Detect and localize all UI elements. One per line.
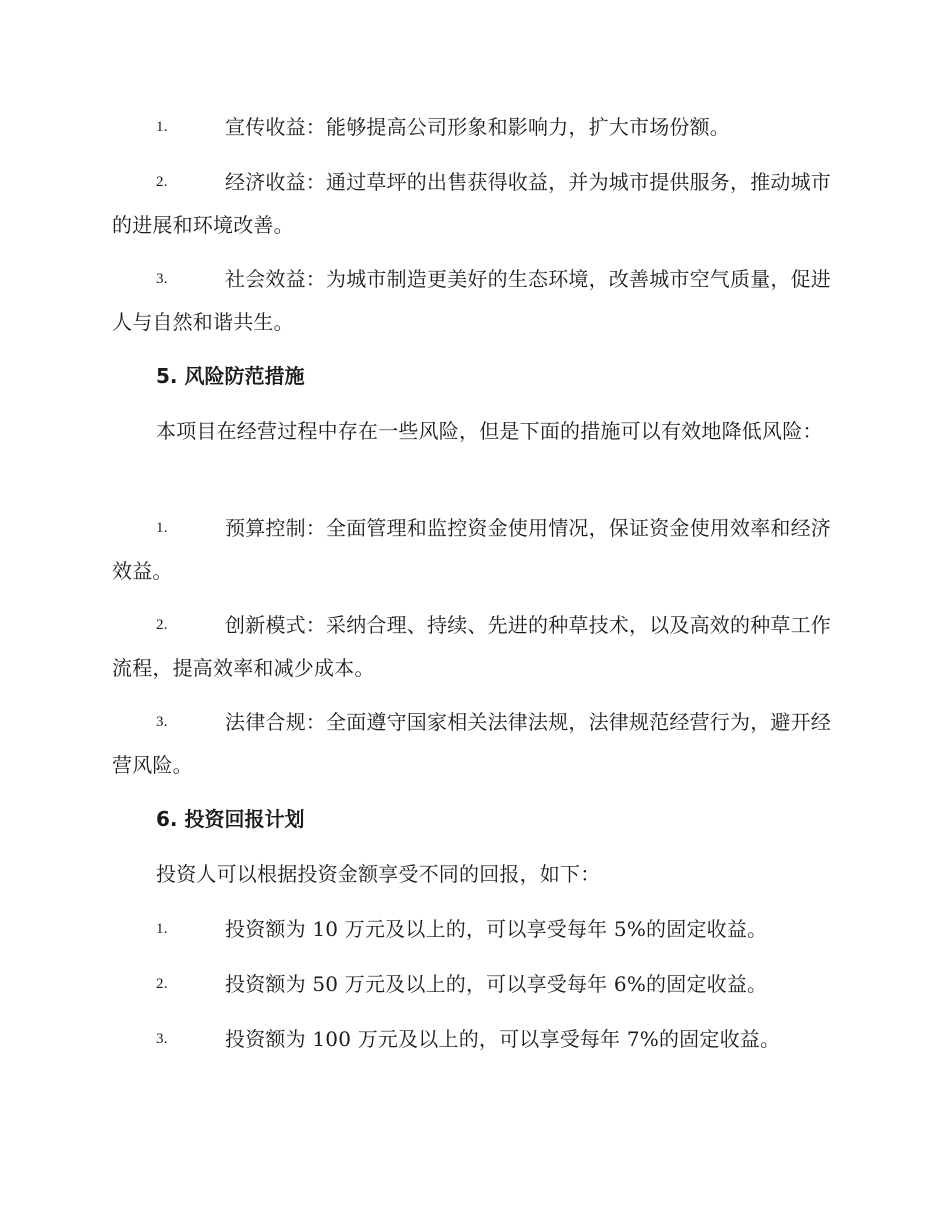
section-heading: 6. 投资回报计划 bbox=[156, 807, 305, 831]
list-item-number: 3. bbox=[156, 1031, 168, 1047]
list-item bbox=[112, 507, 834, 593]
list-item-number: 3. bbox=[156, 714, 168, 730]
list-item-text: 经济收益：通过草坪的出售获得收益，并为城市提供服务，推动城市的进展和环境改善。 bbox=[112, 170, 831, 237]
list-item-number: 3. bbox=[156, 271, 168, 287]
list-item-number: 2. bbox=[156, 174, 168, 190]
list-item bbox=[112, 106, 834, 149]
section-heading: 5. 风险防范措施 bbox=[156, 364, 305, 388]
paragraph: 本项目在经营过程中存在一些风险，但是下面的措施可以有效地降低风险： bbox=[156, 419, 823, 443]
list-item bbox=[112, 963, 834, 1006]
list-item-number: 2. bbox=[156, 976, 168, 992]
list-item bbox=[112, 908, 834, 951]
list-item-text: 创新模式：采纳合理、持续、先进的种草技术，以及高效的种草工作流程，提高效率和减少成本。 bbox=[112, 613, 831, 680]
list-item bbox=[112, 1018, 834, 1061]
list-item-text: 社会效益：为城市制造更美好的生态环境，改善城市空气质量，促进人与自然和谐共生。 bbox=[112, 267, 831, 334]
list-item-text: 预算控制：全面管理和监控资金使用情况，保证资金使用效率和经济效益。 bbox=[112, 516, 831, 583]
paragraph: 投资人可以根据投资金额享受不同的回报，如下： bbox=[156, 862, 601, 886]
list-item-number: 1. bbox=[156, 520, 168, 536]
list-item bbox=[112, 701, 834, 787]
list-item bbox=[112, 604, 834, 690]
list-item-text: 宣传收益：能够提高公司形象和影响力，扩大市场份额。 bbox=[225, 115, 730, 139]
list-item-number: 1. bbox=[156, 921, 168, 937]
list-item-text: 投资额为 100 万元及以上的，可以享受每年 7%的固定收益。 bbox=[225, 1027, 781, 1051]
list-item bbox=[112, 258, 834, 344]
list-item-number: 2. bbox=[156, 617, 168, 633]
list-item-text: 投资额为 10 万元及以上的，可以享受每年 5%的固定收益。 bbox=[225, 917, 768, 941]
list-item-number: 1. bbox=[156, 119, 168, 135]
list-item bbox=[112, 161, 834, 247]
list-item-text: 投资额为 50 万元及以上的，可以享受每年 6%的固定收益。 bbox=[225, 972, 768, 996]
list-item-text: 法律合规：全面遵守国家相关法律法规，法律规范经营行为，避开经营风险。 bbox=[112, 710, 831, 777]
